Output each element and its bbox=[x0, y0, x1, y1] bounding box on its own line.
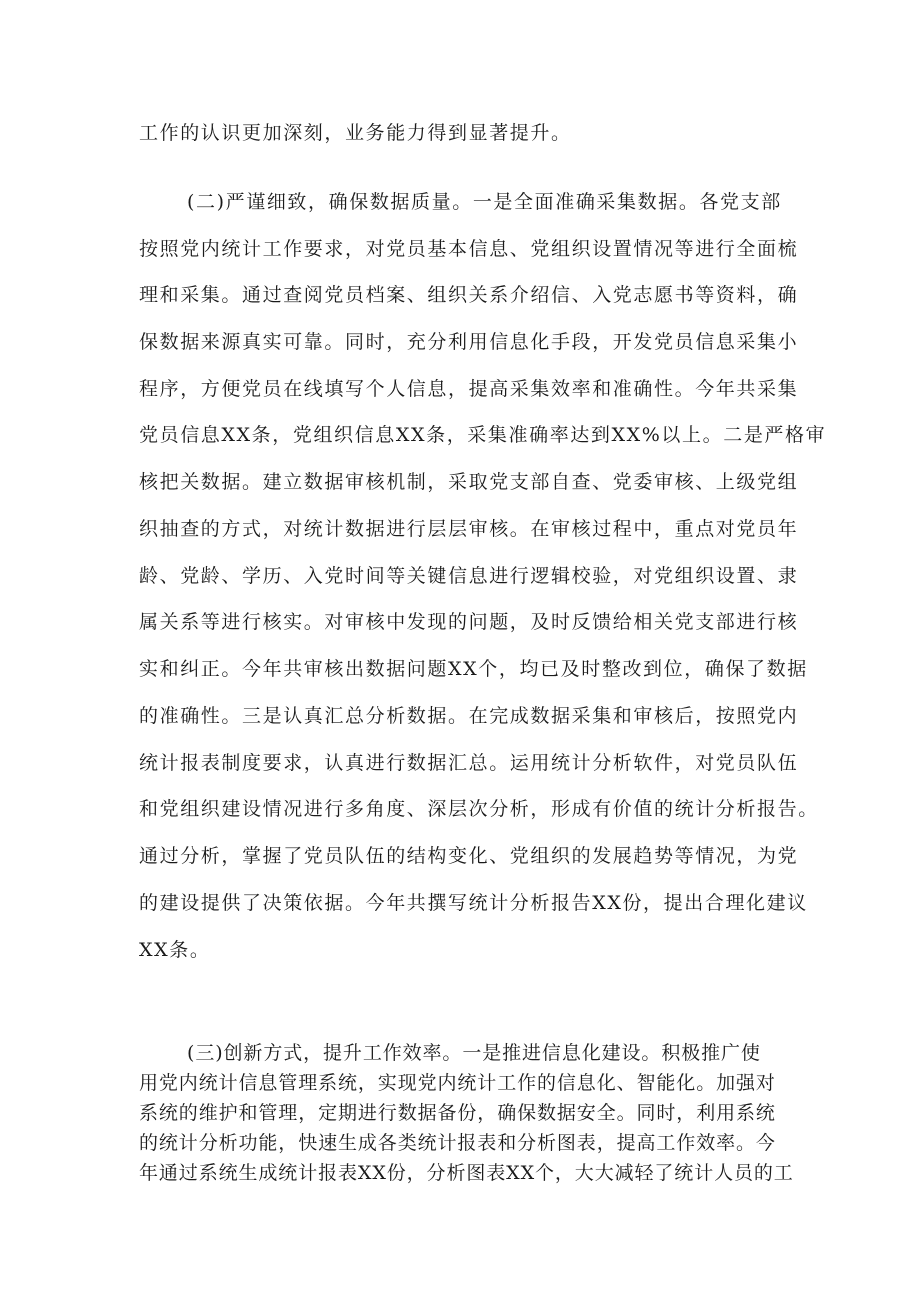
text-line: 系统的维护和管理，定期进行数据备份，确保数据安全。同时，利用系统 bbox=[139, 1102, 776, 1124]
text-line: 党员信息XX条，党组织信息XX条，采集准确率达到XX%以上。二是严格审 bbox=[139, 424, 827, 446]
text-line: 的准确性。三是认真汇总分析数据。在完成数据采集和审核后，按照党内 bbox=[139, 705, 799, 727]
text-line: 和党组织建设情况进行多角度、深层次分析，形成有价值的统计分析报告。 bbox=[139, 798, 819, 820]
text-line: 通过分析，掌握了党员队伍的结构变化、党组织的发展趋势等情况，为党 bbox=[139, 845, 799, 867]
text-line: 织抽查的方式，对统计数据进行层层审核。在审核过程中，重点对党员年 bbox=[139, 518, 799, 540]
text-line: 属关系等进行核实。对审核中发现的问题，及时反馈给相关党支部进行核 bbox=[139, 611, 799, 633]
text-line: 工作的认识更加深刻，业务能力得到显著提升。 bbox=[139, 122, 572, 144]
text-line: 年通过系统生成统计报表XX份，分析图表XX个，大大减轻了统计人员的工 bbox=[139, 1162, 794, 1184]
text-line: (二)严谨细致，确保数据质量。一是全面准确采集数据。各党支部 bbox=[187, 191, 782, 213]
text-line: 用党内统计信息管理系统，实现党内统计工作的信息化、智能化。加强对 bbox=[139, 1072, 776, 1094]
text-line: 统计报表制度要求，认真进行数据汇总。运用统计分析软件，对党员队伍 bbox=[139, 752, 799, 774]
text-line: 理和采集。通过查阅党员档案、组织关系介绍信、入党志愿书等资料，确 bbox=[139, 284, 799, 306]
text-line: 按照党内统计工作要求，对党员基本信息、党组织设置情况等进行全面梳 bbox=[139, 238, 799, 260]
text-line: XX条。 bbox=[139, 939, 211, 961]
text-line: 实和纠正。今年共审核出数据问题XX个，均已及时整改到位，确保了数据 bbox=[139, 658, 808, 680]
text-line: 的建设提供了决策依据。今年共撰写统计分析报告XX份，提出合理化建议 bbox=[139, 892, 808, 914]
text-line: 保数据来源真实可靠。同时，充分利用信息化手段，开发党员信息采集小 bbox=[139, 331, 799, 353]
text-line: 核把关数据。建立数据审核机制，采取党支部自查、党委审核、上级党组 bbox=[139, 471, 799, 493]
text-line: 程序，方便党员在线填写个人信息，提高采集效率和准确性。今年共采集 bbox=[139, 378, 799, 400]
text-line: (三)创新方式，提升工作效率。一是推进信息化建设。积极推广使 bbox=[187, 1042, 761, 1064]
text-line: 的统计分析功能，快速生成各类统计报表和分析图表，提高工作效率。今 bbox=[139, 1132, 776, 1154]
text-line: 龄、党龄、学历、入党时间等关键信息进行逻辑校验，对党组织设置、隶 bbox=[139, 565, 799, 587]
